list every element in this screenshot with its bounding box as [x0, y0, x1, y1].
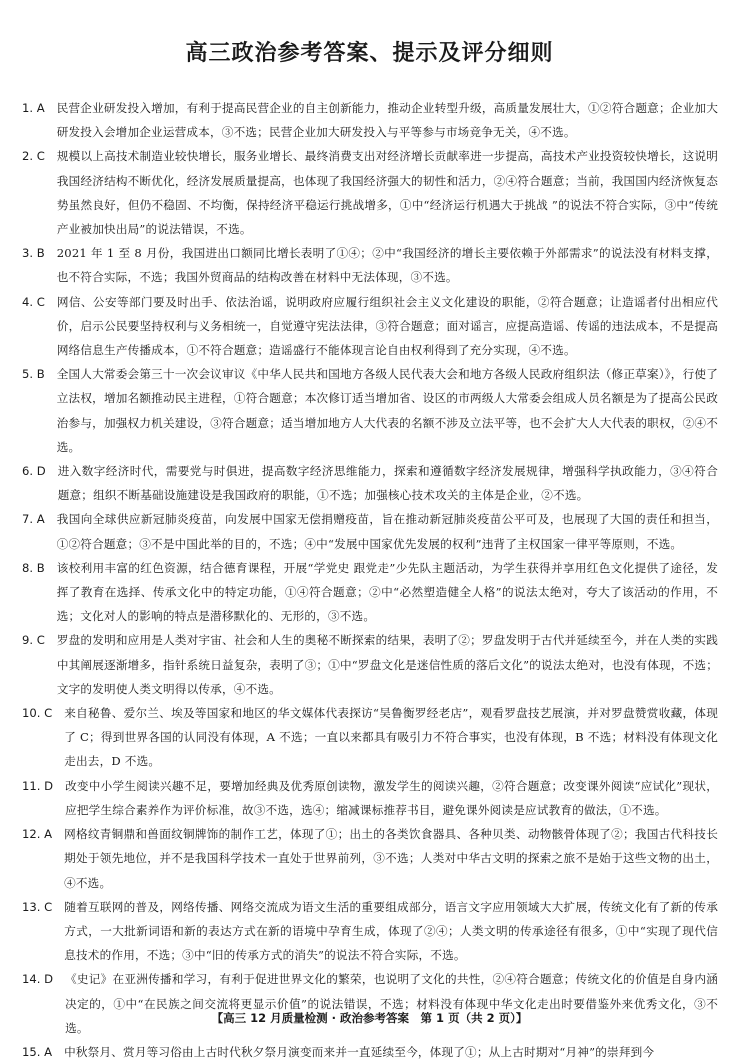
- answer-item: [22, 362, 718, 459]
- answer-text: 全国人大常委会第三十一次会议审议《中华人民共和国地方各级人民代表大会和地方各级人民政府组织法（修正草案）》，行使了立法权，增加名额推动民主进程，①符合题意；本次修订适当增加省、设区的市两级人大常委会组成人员名额是为了提高公民政治参与，加强权力机关建设，③符合题意；适当增加地方人大代表的名额不涉及立法平等，也不会扩大人大代表的职权，②④不选。: [56, 367, 718, 454]
- answer-number: 9. C: [22, 633, 45, 648]
- answer-number: 11. D: [22, 778, 54, 793]
- answer-text: 《史记》在亚洲传播和学习，有利于促进世界文化的繁荣，也说明了文化的共性，②④符合题意；传统文化的价值是自身内涵决定的，①中“在民族之间交流将更显示价值”的说法错误，不选；材料没有体现中华文化走出时要借鉴外来优秀文化，③不选。: [65, 972, 718, 1035]
- answer-item: [22, 556, 718, 629]
- answer-text: 来自秘鲁、爱尔兰、埃及等国家和地区的华文媒体代表探访“吴鲁衡罗经老店”，观看罗盘技艺展演，并对罗盘赞赏收藏，体现了 C；得到世界各国的认同没有体现，A 不选；一直以来都具有吸引力不符合事实，也没有体现，B 不选；材料没有体现文化走出去，D 不选。: [64, 706, 718, 769]
- answer-number: 1. A: [22, 101, 45, 115]
- answer-item: [22, 459, 718, 507]
- answer-number: 3. B: [22, 246, 45, 261]
- answer-text: 改变中小学生阅读兴趣不足，要增加经典及优秀原创读物，激发学生的阅读兴趣，②符合题意；改变课外阅读“应试化”现状，应把学生综合素养作为评价标准，故③不选，选④；缩减课标推荐书目，避免课外阅读是应试教育的做法，①不选。: [65, 778, 718, 817]
- answer-item: [22, 628, 718, 701]
- answer-item: [22, 144, 718, 241]
- answer-text: 中秋祭月、赏月等习俗由上古时代秋夕祭月演变而来并一直延续至今，体现了①；从上古时期对“月神”的崇拜到今: [64, 1044, 655, 1059]
- answer-number: 6. D: [22, 464, 46, 479]
- answer-text: 网信、公安等部门要及时出手、依法治谣，说明政府应履行组织社会主义文化建设的职能，②符合题意；让造谣者付出相应代价，启示公民要坚持权利与义务相统一，自觉遵守宪法法律，③符合题意；面对谣言，应提高造谣、传谣的违法成本，不是提高网络信息生产传播成本，①不符合题意；造谣盛行不能体现言论自由权利得到了充分实现，④不选。: [56, 294, 718, 358]
- answer-number: 15. A: [22, 1044, 53, 1059]
- answer-number: 10. C: [22, 706, 53, 721]
- answer-number: 13. C: [22, 899, 53, 914]
- answer-number: 7. A: [22, 512, 45, 527]
- answer-list: [22, 96, 718, 1064]
- answer-text: 该校利用丰富的红色资源，结合德育课程，开展“学党史 跟党走”少先队主题活动，为学生获得并享用红色文化提供了途径，发挥了教育在选择、传承文化中的特定功能，①④符合题意；②中“必然塑造健全人格”的说法太绝对，夸大了该活动的作用，不选；文化对人的影响的特点是潜移默化的、无形的，③不选。: [56, 560, 718, 624]
- answer-number: 2. C: [22, 149, 45, 164]
- answer-text: 罗盘的发明和应用是人类对宇宙、社会和人生的奥秘不断探索的结果，表明了②；罗盘发明于古代并延续至今，并在人类的实践中其阐展逐渐增多，指针系统日益复杂，表明了③；①中“罗盘文化是迷信性质的落后文化”的说法太绝对，也没有体现，不选；文字的发明使人类文明得以传承，④不选。: [56, 633, 718, 696]
- answer-number: 14. D: [22, 972, 54, 987]
- answer-item: [22, 1040, 718, 1064]
- page-title: 高三政治参考答案、提示及评分细则: [185, 41, 554, 66]
- answer-text: 网格纹青铜鼎和兽面纹铜牌饰的制作工艺，体现了①；出土的各类饮食器具、各种贝类、动物骸骨体现了②；我国古代科技长期处于领先地位，并不是我国科学技术一直处于世界前列，③不选；人类对中华古文明的探索之旅不是始于这些文物的出土，④不选。: [64, 827, 718, 890]
- answer-item: [22, 774, 718, 822]
- answer-item: [22, 822, 718, 895]
- answer-item: [22, 507, 718, 555]
- answer-item: [22, 701, 718, 774]
- answer-item: [22, 895, 718, 968]
- answer-number: 12. A: [22, 827, 53, 842]
- answer-text: 随着互联网的普及，网络传播、网络交流成为语文生活的重要组成部分，语言文字应用领域大大扩展，传统文化有了新的传承方式，一大批新词语和新的表达方式在新的语境中孕育生成，体现了②④；人类文明的传承途径有很多，①中“实现了现代信息技术的作用，不选；③中“旧的传承方式的消失”的说法不符合实际，不选。: [64, 899, 718, 963]
- answer-text: 我国向全球供应新冠肺炎疫苗，向发展中国家无偿捐赠疫苗，旨在推动新冠肺炎疫苗公平可及，也展现了大国的责任和担当，①②符合题意；③不是中国此举的目的，不选；④中“发展中国家优先发展的权利”违背了主权国家一律平等原则，不选。: [56, 512, 718, 551]
- answer-item: [22, 967, 718, 1040]
- answer-text: 民营企业研发投入增加，有利于提高民营企业的自主创新能力，推动企业转型升级，高质量发展壮大，①②符合题意；企业加大研发投入会增加企业运营成本，③不选；民营企业加大研发投入与平等参与市场竞争无关，④不选。: [56, 101, 718, 140]
- answer-text: 规模以上高技术制造业较快增长，服务业增长、最终消费支出对经济增长贡献率进一步提高，高技术产业投资较快增长，这说明我国经济结构不断优化，经济发展质量提高，也体现了我国经济强大的韧性和活力，②④符合题意；当前，我国国内经济恢复态势虽然良好，但仍不稳固、不均衡，保持经济平稳运行挑战增多，①中“经济运行机遇大于挑战 ”的说法不符合实际，③中“传统产业被加快出局”的说法错误，不选。: [56, 149, 718, 237]
- answer-text: 2021 年 1 至 8 月份，我国进出口额同比增长表明了①④；②中“我国经济的增长主要依赖于外部需求”的说法没有材料支撑，也不符合实际，不选；我国外贸商品的结构改善在材料中无法体现，③不选。: [56, 246, 718, 285]
- answer-number: 8. B: [22, 560, 45, 575]
- answer-number: 5. B: [22, 367, 45, 382]
- answer-item: [22, 290, 718, 363]
- answer-item: [22, 96, 718, 144]
- answer-number: 4. C: [22, 294, 45, 309]
- answer-item: [22, 241, 718, 289]
- page-footer: 【高三 12 月质量检测 · 政治参考答案 第 1 页（共 2 页）】: [211, 1011, 528, 1025]
- answer-text: 进入数字经济时代，需要党与时俱进，提高数字经济思维能力，探索和遵循数字经济发展规律，增强科学执政能力，③④符合题意；组织不断基础设施建设是我国政府的职能，①不选；加强核心技术攻关的主体是企业，②不选。: [57, 464, 718, 503]
